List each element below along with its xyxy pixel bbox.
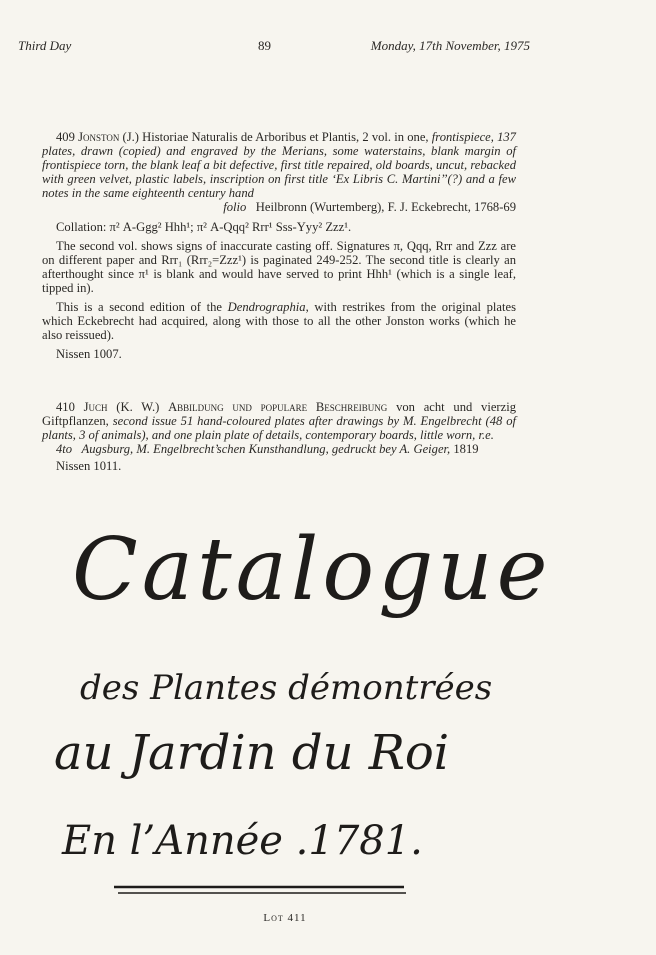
running-head-date: Monday, 17th November, 1975 (370, 38, 530, 53)
manuscript-line-catalogue: Catalogue (72, 520, 552, 620)
lot-409-author: Jonston (78, 130, 120, 144)
manuscript-line-plantes: des Plantes démontrées (80, 668, 493, 708)
lot-410-heading (42, 400, 516, 442)
lot-409-note-edition-title: Dendrographia (227, 300, 306, 314)
lot-410-format: 4to (56, 442, 73, 456)
lot-409-note-edition-pre: This is a second edition of the (56, 300, 228, 314)
lot-409-imprint-text: Heilbronn (Wurtemberg), F. J. Eckebrecht, 1768-69 (255, 200, 516, 214)
lot-410-number: 410 (56, 400, 75, 414)
plate-caption-lot: Lot 411 (263, 912, 307, 924)
lot-410-imprint-text: Augsburg, M. Engelbrecht’schen Kunsthandlung, gedruckt bey A. Geiger, (81, 442, 451, 456)
lot-410-imprint-year: 1819 (453, 442, 479, 456)
lot-409-note-edition (42, 300, 516, 342)
lot-409-heading (42, 130, 516, 200)
lot-410-title: Abbildung und populare Beschreibung (168, 400, 388, 414)
lot-410-author: Juch (83, 400, 108, 414)
manuscript-line-annee: En l’Année .1781. (62, 818, 423, 864)
lot-410-title-rest: von acht und vierzig Giftpflanzen, (42, 400, 517, 428)
manuscript-line-jardin: au Jardin du Roi (54, 725, 450, 781)
lot-410-author-initials: (K. W.) (116, 400, 160, 414)
lot-410-entry (42, 400, 516, 478)
lot-409-collation: Collation: π² A-Ggg² Hhh¹; π² A-Qqq² Rrr¹ Sss-Yyy² Zzz¹. (56, 220, 352, 234)
lot-409-entry (42, 130, 516, 366)
lot-409-description: frontispiece, 137 plates, drawn (copied) and engraved by the Merians, some waterstains, blank margin of frontispiece torn, the blank leaf a bit defective, first title repaired, old boards, uncut, rebacked with green velvet, plastic labels, inscription on first title ‘Ex Libris C. Martini’’(?) and a few notes in the same eighteenth century hand (42, 130, 516, 200)
manuscript-underline (110, 884, 410, 898)
lot-409-title: (J.) Historiae Naturalis de Arboribus et Plantis, 2 vol. in one, (122, 130, 429, 144)
lot-410-reference: Nissen 1011. (56, 459, 122, 473)
page-number: 89 (258, 38, 271, 53)
running-head-day: Third Day (18, 38, 72, 53)
lot-410-imprint (42, 442, 516, 456)
lot-409-note-edition-post: , with restrikes from the original plates which Eckebrecht had acquired, along with those to all the other Jonston works (which he also reissued). (42, 300, 516, 342)
lot-409-format: folio (223, 200, 247, 214)
lot-410-description: second issue 51 hand-coloured plates after drawings by M. Engelbrecht (48 of plants, 3 of animals), and one plain plate of details, contemporary boards, little worn, r.e. (42, 414, 516, 442)
lot-409-reference: Nissen 1007. (56, 347, 122, 361)
lot-409-imprint (42, 200, 516, 214)
lot-409-number: 409 (56, 130, 75, 144)
lot-409-note-casting: The second vol. shows signs of inaccurate casting off. Signatures π, Qqq, Rrr and Zzz are on different paper and Rrr₁ (Rrr₂=Zzz¹) is paginated 249-252. The second title is clearly an afterthought since π¹ is blank and would have served to print Hhh¹ (which is a single leaf, tipped in). (42, 239, 516, 295)
